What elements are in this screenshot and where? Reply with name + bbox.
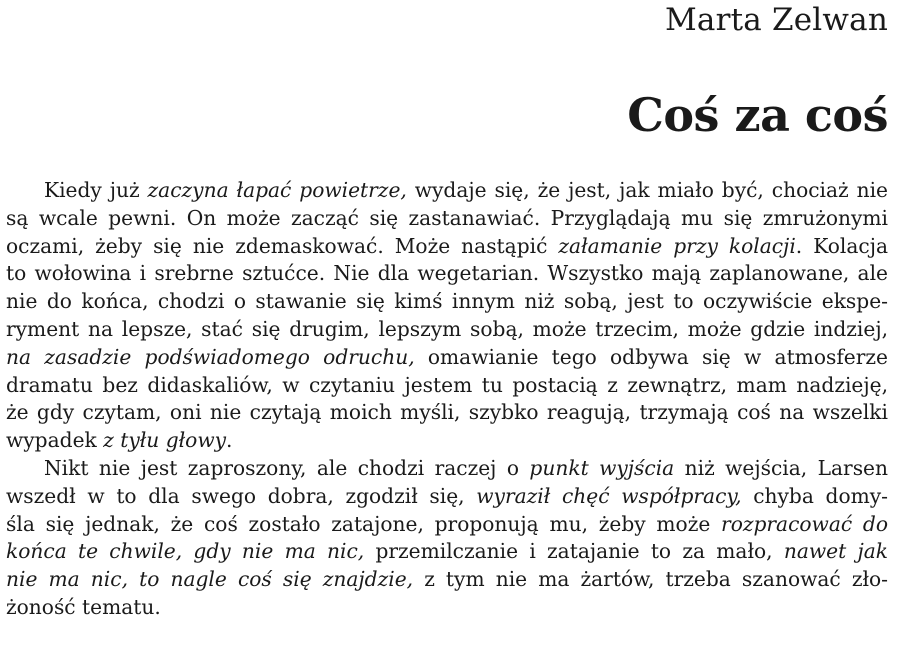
text-line: [6, 344, 888, 372]
text-segment: śla się jednak, że coś zostało zatajone, proponują mu, żeby może: [6, 511, 722, 536]
text-segment: Kiedy już: [44, 178, 148, 202]
text-segment: ryment na lepsze, stać się drugim, lepszym sobą, może trzecim, może gdzie indziej,: [6, 316, 888, 341]
text-line: [6, 483, 888, 511]
text-segment: żoność tematu.: [6, 594, 161, 619]
text-line: [6, 455, 888, 483]
italic-text: nie ma nic, to nagle coś się znajdzie,: [6, 567, 414, 592]
text-line: [6, 372, 888, 400]
text-line: [6, 511, 888, 539]
text-segment: wypadek: [6, 428, 104, 453]
text-line: [6, 177, 888, 205]
italic-text: załamanie przy kolacji: [558, 233, 796, 258]
text-segment: to wołowina i srebrne sztućce. Nie dla wegetarian. Wszystko mają zaplanowane, ale: [6, 261, 888, 286]
text-line: [6, 538, 888, 566]
italic-text: rozpracować do: [721, 511, 888, 536]
text-segment: są wcale pewni. On może zacząć się zastanawiać. Przyglądają mu się zmrużonymi: [6, 205, 888, 230]
text-segment: .: [226, 428, 233, 453]
article-body: [6, 177, 888, 622]
text-segment: nie do końca, chodzi o stawanie się kimś innym niż sobą, jest to oczywiście ekspe-: [6, 289, 888, 314]
article-title: Coś za coś: [627, 88, 888, 142]
text-segment: wszedł w to dla swego dobra, zgodził się,: [6, 483, 477, 508]
text-line: [6, 566, 888, 594]
author-name: Marta Zelwan: [664, 2, 888, 38]
italic-text: zaczyna łapać powietrze,: [147, 178, 407, 202]
text-line: [6, 399, 888, 427]
text-segment: że gdy czytam, oni nie czytają moich myśli, szybko reagują, trzymają coś na wszelki: [6, 400, 888, 425]
text-line: [6, 427, 888, 455]
italic-text: nawet jak: [783, 539, 888, 564]
text-segment: z tym nie ma żartów, trzeba szanować zło-: [413, 567, 888, 592]
text-segment: niż wejścia, Larsen: [674, 455, 889, 480]
text-line: [6, 205, 888, 233]
text-segment: omawianie tego odbywa się w atmosferze: [414, 344, 888, 369]
text-line: [6, 316, 888, 344]
text-line: [6, 288, 888, 316]
text-segment: oczami, żeby się nie zdemaskować. Może nastąpić: [6, 233, 559, 258]
italic-text: na zasadzie podświadomego odruchu,: [6, 344, 415, 369]
text-line: [6, 260, 888, 288]
italic-text: punkt wyjścia: [529, 455, 675, 480]
text-segment: Nikt nie jest zaproszony, ale chodzi raczej o: [44, 455, 530, 480]
text-line: [6, 233, 888, 261]
text-segment: . Kolacja: [795, 233, 888, 258]
text-segment: przemilczanie i zatajanie to za mało,: [364, 539, 784, 564]
italic-text: końca te chwile, gdy nie ma nic,: [6, 539, 365, 564]
text-line: [6, 594, 888, 622]
text-segment: dramatu bez didaskaliów, w czytaniu jestem tu postacią z zewnątrz, mam nadzieję,: [6, 372, 888, 397]
italic-text: wyraził chęć współpracy,: [476, 483, 742, 508]
italic-text: z tyłu głowy: [103, 428, 227, 453]
text-segment: wydaje się, że jest, jak miało być, chociaż nie: [406, 178, 888, 202]
paragraph: [6, 455, 888, 622]
paragraph: [6, 177, 888, 455]
text-segment: chyba domy-: [741, 483, 888, 508]
